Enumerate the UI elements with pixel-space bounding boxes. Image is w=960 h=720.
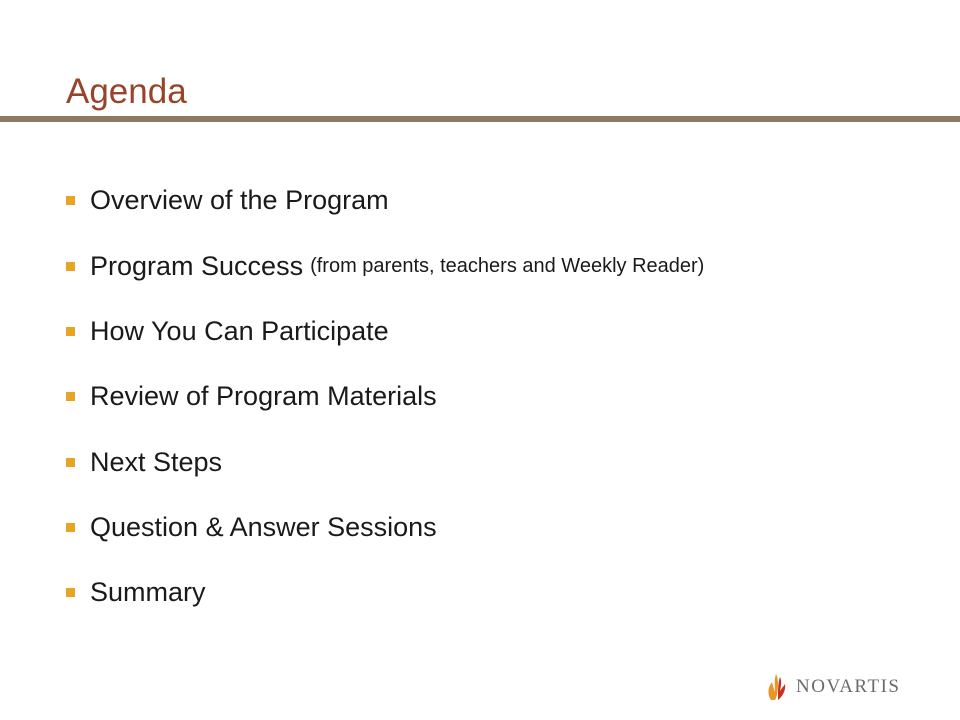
slide-title: Agenda	[66, 72, 187, 111]
agenda-item-review-materials	[66, 378, 437, 414]
square-bullet-icon	[66, 523, 75, 532]
square-bullet-icon	[66, 327, 75, 336]
agenda-item-overview	[66, 182, 389, 218]
square-bullet-icon	[66, 262, 75, 271]
square-bullet-icon	[66, 392, 75, 401]
title-divider	[0, 116, 960, 122]
square-bullet-icon	[66, 458, 75, 467]
agenda-item-summary	[66, 574, 206, 610]
square-bullet-icon	[66, 196, 75, 205]
logo-wordmark: NOVARTIS	[796, 676, 901, 697]
agenda-item-text: How You Can Participate	[90, 315, 389, 346]
novartis-logo	[766, 670, 900, 704]
agenda-item-text: Program Success	[90, 250, 304, 281]
agenda-item-text: Next Steps	[90, 446, 223, 477]
agenda-item-participate	[66, 313, 389, 349]
agenda-item-text: Summary	[90, 576, 206, 607]
square-bullet-icon	[66, 588, 75, 597]
agenda-item-text: Review of Program Materials	[90, 380, 437, 411]
agenda-item-text: Question & Answer Sessions	[90, 511, 437, 542]
flame-icon	[766, 672, 788, 702]
agenda-item-program-success	[66, 248, 704, 284]
agenda-item-qa-sessions	[66, 509, 437, 545]
agenda-item-next-steps	[66, 444, 222, 480]
agenda-item-text: Overview of the Program	[90, 184, 389, 215]
agenda-item-note: (from parents, teachers and Weekly Reader)	[310, 254, 705, 277]
